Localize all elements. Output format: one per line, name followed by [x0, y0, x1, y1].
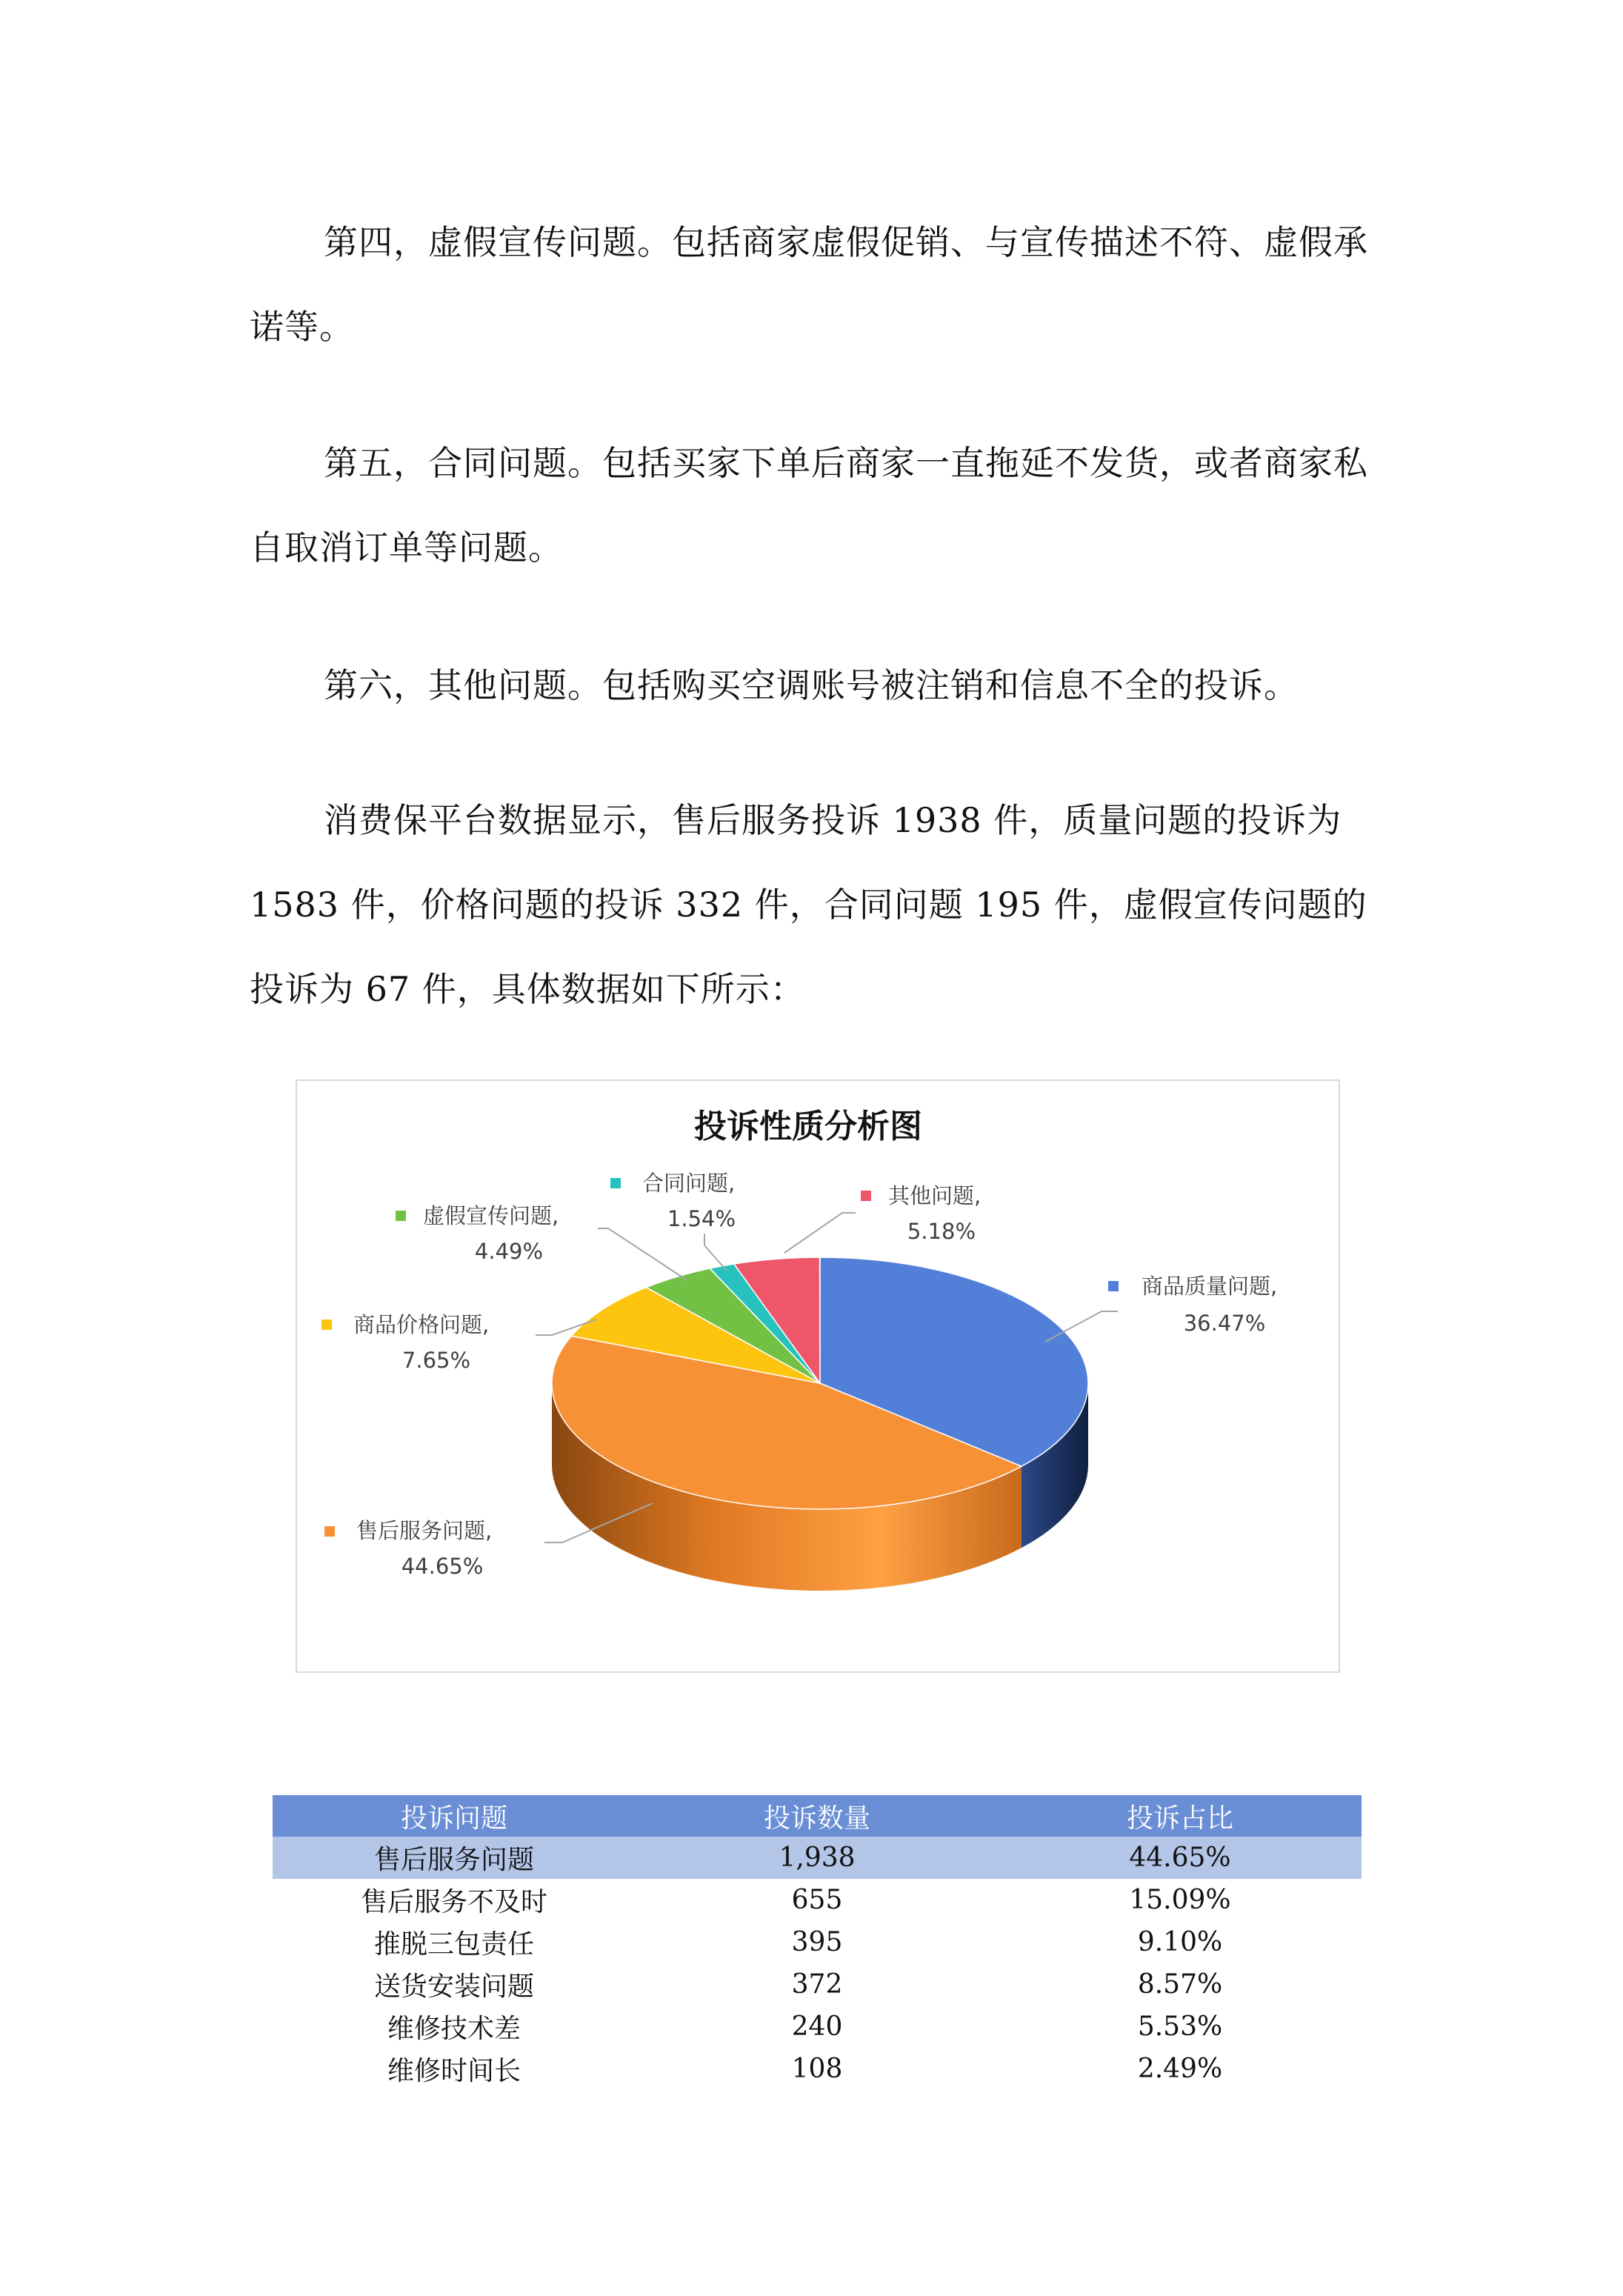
cell-issue: 推脱三包责任 — [373, 1929, 534, 1960]
chart-title: 投诉性质分析图 — [694, 1108, 922, 1145]
table-header-row — [273, 1795, 1362, 1837]
cell-ratio: 8.57% — [1137, 1969, 1223, 2000]
paragraph-false-advertising: 第四，虚假宣传问题。包括商家虚假促销、与宣传描述不符、虚假承诺等。 — [250, 222, 1368, 347]
cell-ratio: 44.65% — [999, 1837, 1362, 1879]
cell-issue: 维修时间长 — [387, 2056, 521, 2086]
header-ratio: 投诉占比 — [999, 1795, 1362, 1837]
slice-name-label: 其他问题, — [888, 1183, 982, 1208]
table-row — [273, 2006, 1362, 2048]
cell-count: 372 — [791, 1969, 843, 2000]
slice-name-label: 合同问题, — [642, 1171, 736, 1196]
cell-ratio: 9.10% — [1137, 1927, 1223, 1957]
leader-line-4 — [704, 1234, 727, 1271]
legend-marker-4 — [610, 1178, 621, 1188]
slice-percent-label: 7.65% — [401, 1348, 471, 1373]
cell-count: 655 — [791, 1885, 843, 1915]
complaint-table — [273, 1795, 1362, 2090]
legend-marker-5 — [861, 1191, 871, 1201]
slice-percent-label: 36.47% — [1183, 1311, 1266, 1336]
cell-ratio: 2.49% — [1137, 2054, 1223, 2084]
cell-count: 108 — [791, 2054, 843, 2084]
paragraph-platform-data: 消费保平台数据显示，售后服务投诉 1938 件，质量问题的投诉为 1583 件，价格问题的投诉 332 件，合同问题 195 件，虚假宣传问题的投诉为 67 件，具体数据如下所示： — [250, 800, 1367, 1009]
slice-percent-label: 44.65% — [401, 1554, 484, 1579]
header-count: 投诉数量 — [636, 1795, 999, 1837]
table-row — [273, 1837, 1362, 1879]
legend-marker-2 — [321, 1320, 332, 1330]
slice-percent-label: 5.18% — [907, 1219, 976, 1244]
slice-percent-label: 1.54% — [667, 1206, 736, 1231]
pie-chart — [296, 1079, 1340, 1673]
pie-chart-svg — [297, 1081, 1342, 1674]
slice-name-label: 虚假宣传问题, — [423, 1203, 559, 1228]
cell-count: 240 — [791, 2012, 843, 2042]
legend-marker-0 — [1108, 1281, 1119, 1291]
cell-issue: 售后服务问题 — [273, 1837, 636, 1879]
paragraph-contract-issues: 第五，合同问题。包括买家下单后商家一直拖延不发货，或者商家私自取消订单等问题。 — [250, 443, 1368, 568]
cell-ratio: 5.53% — [1137, 2012, 1223, 2042]
leader-line-5 — [784, 1213, 856, 1253]
leader-line-3 — [598, 1228, 688, 1281]
paragraph-other-issues: 第六，其他问题。包括购买空调账号被注销和信息不全的投诉。 — [324, 665, 1299, 705]
cell-issue: 送货安装问题 — [373, 1971, 534, 2002]
slice-name-label: 商品价格问题, — [353, 1312, 490, 1337]
header-issue: 投诉问题 — [273, 1795, 636, 1837]
slice-name-label: 商品质量问题, — [1142, 1274, 1278, 1299]
cell-count: 395 — [791, 1927, 843, 1957]
cell-count: 1,938 — [636, 1837, 999, 1879]
table-row — [273, 1963, 1362, 2006]
table-row — [273, 1879, 1362, 1921]
legend-marker-3 — [396, 1211, 406, 1221]
slice-name-label: 售后服务问题, — [356, 1518, 493, 1543]
slice-percent-label: 4.49% — [474, 1239, 544, 1264]
table-row — [273, 2048, 1362, 2090]
cell-issue: 售后服务不及时 — [360, 1887, 547, 1917]
table-row — [273, 1921, 1362, 1963]
legend-marker-1 — [324, 1526, 335, 1537]
cell-ratio: 15.09% — [1129, 1885, 1231, 1915]
cell-issue: 维修技术差 — [387, 2014, 521, 2044]
